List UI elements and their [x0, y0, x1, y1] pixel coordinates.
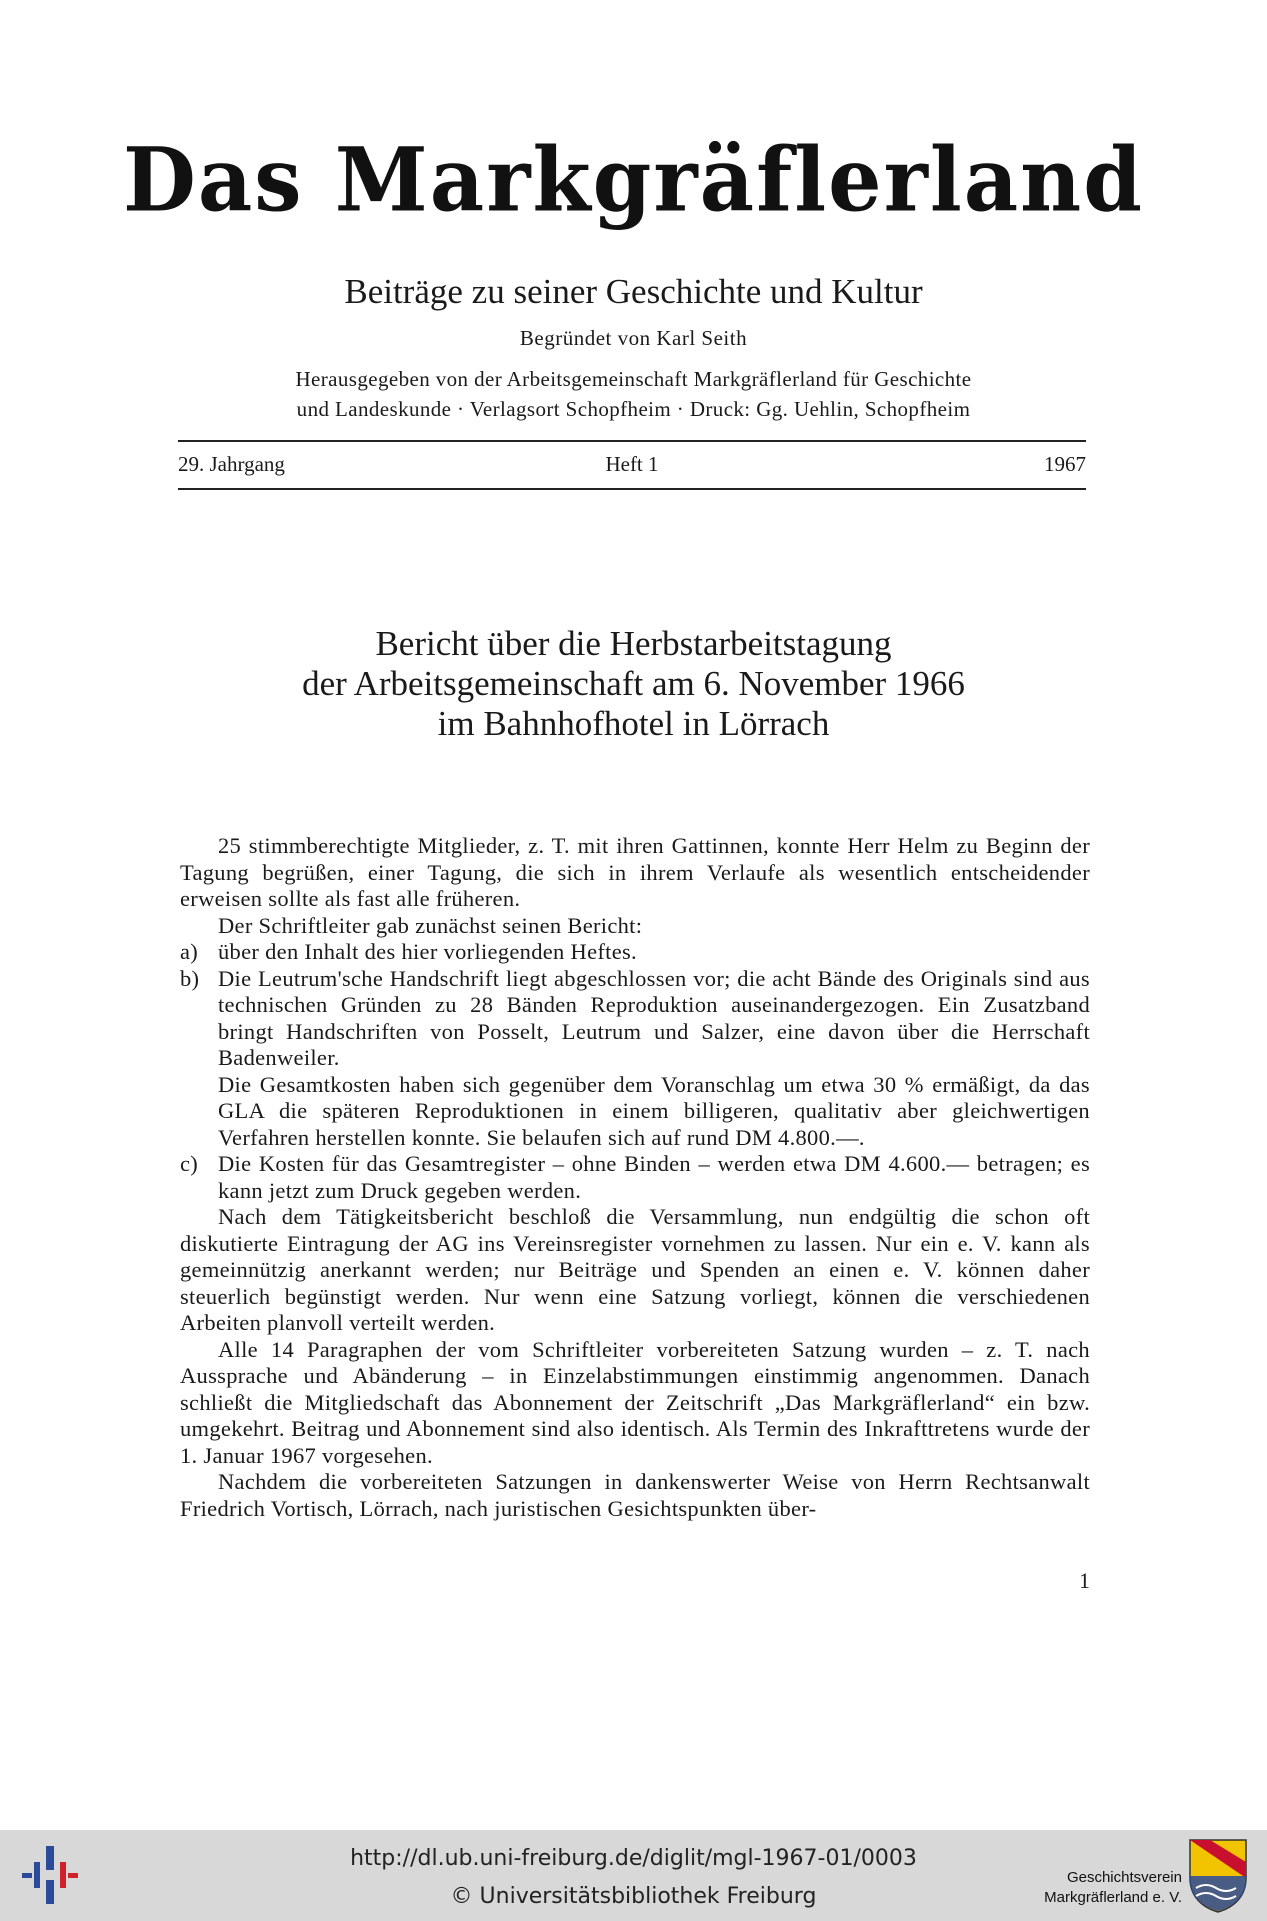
- issue-volume: 29. Jahrgang: [178, 452, 285, 476]
- issue-number: Heft 1: [605, 452, 659, 476]
- bottom-rule: [178, 488, 1086, 490]
- founder-line: Begründet von Karl Seith: [519, 326, 748, 350]
- issue-bar: [178, 449, 1086, 481]
- footer-copyright: © Universitätsbibliothek Freiburg: [450, 1884, 817, 1909]
- footer-url-link[interactable]: http://dl.ub.uni-freiburg.de/diglit/mgl-1967-01/0003: [350, 1846, 917, 1871]
- list-item-continuation: Die Gesamtkosten haben sich gegenüber dem Voranschlag um etwa 30 % ermäßigt, da das GLA die späteren Reproduktionen in einem billigeren, qualitativ aber gleichwertigen Verfahren herstellen konnte. Sie belaufen sich auf rund DM 4.800.—.: [218, 1071, 1090, 1150]
- paragraph: Der Schriftleiter gab zunächst seinen Bericht:: [218, 912, 643, 938]
- publisher-line: Herausgegeben von der Arbeitsgemeinschaft Markgräflerland für Geschichte: [295, 367, 972, 391]
- society-line: Geschichtsverein: [1066, 1869, 1182, 1886]
- list-item-text: über den Inhalt des hier vorliegenden Heftes.: [218, 939, 637, 964]
- list-marker: a): [180, 939, 199, 964]
- list-marker: c): [180, 1151, 199, 1176]
- article-title-line: im Bahnhofhotel in Lörrach: [437, 704, 830, 743]
- list-item: [180, 939, 1090, 966]
- issue-year: 1967: [1044, 452, 1086, 476]
- top-rule: [178, 440, 1086, 442]
- publisher-info: [0, 364, 1267, 424]
- journal-subtitle: Beiträge zu seiner Geschichte und Kultur: [344, 272, 923, 311]
- footer-bar: [0, 1830, 1267, 1921]
- masthead-title: Das Markgräflerland: [123, 127, 1144, 232]
- paragraph: 25 stimmberechtigte Mitglieder, z. T. mit ihren Gattinnen, konnte Herr Helm zu Beginn der Tagung begrüßen, einer Tagung, die sich in ihrem Verlaufe als wesentlich entscheidender erweisen sollte als fast alle früheren.: [180, 833, 1090, 911]
- society-line: Markgräflerland e. V.: [1044, 1889, 1182, 1906]
- paragraph: Nach dem Tätigkeitsbericht beschloß die Versammlung, nun endgültig die schon oft diskutierte Eintragung der AG ins Vereinsregister vornehmen zu lassen. Nur ein e. V. kann als gemeinnützig anerkannt werden; nur Beiträge und Spenden an einen e. V. können daher steuerlich begünstigt werden. Nur wenn eine Satzung vorliegt, können die verschiedenen Arbeiten planvoll verteilt werden.: [180, 1204, 1090, 1335]
- article-title: [0, 624, 1267, 744]
- coat-of-arms-icon: [1188, 1838, 1248, 1914]
- article-title-line: Bericht über die Herbstarbeitstagung: [375, 624, 892, 663]
- society-name: [1022, 1868, 1182, 1908]
- page-number: 1: [1079, 1568, 1090, 1593]
- article-title-line: der Arbeitsgemeinschaft am 6. November 1966: [302, 664, 965, 703]
- list-item-text: Die Kosten für das Gesamtregister – ohne Binden – werden etwa DM 4.600.— betragen; es kann jetzt zum Druck gegeben werden.: [218, 1151, 1090, 1203]
- list-item: [180, 1151, 1090, 1204]
- paragraph: Nachdem die vorbereiteten Satzungen in dankenswerter Weise von Herrn Rechtsanwalt Friedrich Vortisch, Lörrach, nach juristischen Gesichtspunkten über-: [180, 1469, 1090, 1521]
- paragraph: Alle 14 Paragraphen der vom Schriftleiter vorbereiteten Satzung wurden – z. T. nach Aussprache und Abänderung – in Einzelabstimmungen einstimmig angenommen. Danach schließt die Mitgliedschaft das Abonnement der Zeitschrift „Das Markgräflerland“ ein bzw. umgekehrt. Beitrag und Abonnement sind also identisch. Als Termin des Inkrafttretens wurde der 1. Januar 1967 vorgesehen.: [180, 1336, 1090, 1468]
- list-marker: b): [180, 965, 200, 991]
- article-body: [180, 833, 1090, 1522]
- list-item-text: Die Leutrum'sche Handschrift liegt abgeschlossen vor; die acht Bände des Originals sind aus technischen Gründen zu 28 Bänden Reproduktion auseinandergezogen. Ein Zusatzband bringt Handschriften von Posselt, Leutrum und Salzer, eine davon über die Herrschaft Badenweiler.: [218, 965, 1090, 1070]
- list-item: [180, 966, 1090, 1072]
- publisher-line: und Landeskunde · Verlagsort Schopfheim · Druck: Gg. Uehlin, Schopfheim: [296, 397, 971, 421]
